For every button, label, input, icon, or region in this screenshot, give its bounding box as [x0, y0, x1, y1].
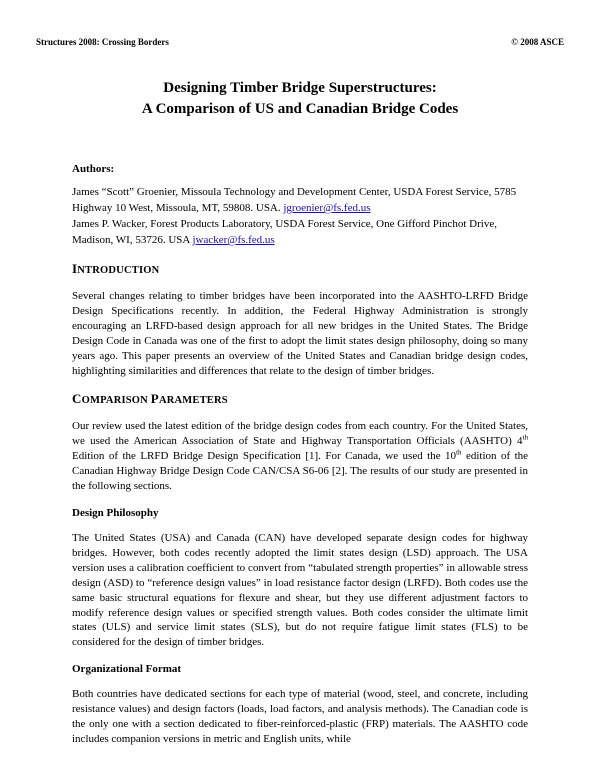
- introduction-heading: [72, 262, 528, 278]
- title-line-2: A Comparison of US and Canadian Bridge Codes: [141, 101, 459, 117]
- superscript-th-2: th: [456, 448, 462, 457]
- author-1-affiliation: James “Scott” Groenier, Missoula Technology and Development Center, USDA Forest Service, 5785 Highway 10 West, Missoula, MT, 59808. USA.: [72, 186, 517, 214]
- introduction-heading-initial: I: [72, 261, 78, 276]
- comparison-heading-initial-1: C: [72, 391, 82, 407]
- copyright-notice: © 2008 ASCE: [511, 37, 564, 47]
- running-header: [36, 36, 564, 48]
- title-line-1: Designing Timber Bridge Superstructures:: [163, 80, 437, 96]
- comparison-text-a: Our review used the latest edition of the bridge design codes from each country. For the United States, we used the American Association of State and Highway Transportation Officials (AASHTO) 4: [72, 420, 528, 448]
- superscript-th-1: th: [522, 433, 528, 442]
- conference-name: Structures 2008: Crossing Borders: [36, 37, 169, 47]
- design-philosophy-paragraph: The United States (USA) and Canada (CAN) have developed separate design codes for highway bridges. However, both codes recently adopted the limit states design (LSD) approach. The USA version uses a calibration coefficient to convert from “tabulated strength properties” in allowable stress design (ASD) to “reference design values” in load resistance factor design (LRFD). Both codes use the same basic structural equations for flexure and shear, but they use different adjustment factors to modify reference design values or specified strength values. Both codes consider the ultimate limit states (ULS) and service limit states (SLS), but do not require fatigue limit states (FLS) to be considered for the design of timber bridges.: [72, 531, 528, 649]
- introduction-heading-rest: NTRODUCTION: [77, 265, 160, 276]
- comparison-text-c: edition of the Canadian Highway Bridge Design Code CAN/CSA S6-06 [2]. The results of our study are presented in the following sections.: [72, 450, 529, 493]
- comparison-parameters-heading: [72, 392, 528, 408]
- comparison-text-b: Edition of the LRFD Bridge Design Specification [1]. For Canada, we used the 10: [72, 450, 457, 463]
- comparison-heading-initial-2: P: [150, 391, 159, 407]
- author-1-email-link[interactable]: jgroenier@fs.fed.us: [283, 202, 371, 214]
- author-2-email-link[interactable]: jwacker@fs.fed.us: [192, 234, 275, 246]
- design-philosophy-heading: Design Philosophy: [72, 506, 159, 519]
- paper-title: [72, 78, 528, 120]
- introduction-paragraph: Several changes relating to timber bridges have been incorporated into the AASHTO-LRFD Bridge Design Specifications recently. In addition, the Federal Highway Administration is strongly encouraging an LRFD-based design approach for all new bridges in the United States. The Bridge Design Code in Canada was one of the first to adopt the limit states design philosophy, doing so many years ago. This paper presents an overview of the United States and Canadian bridge design codes, highlighting similarities and differences that relate to the design of timber bridges.: [72, 290, 528, 377]
- comparison-heading-rest-2: ARAMETERS: [158, 395, 228, 407]
- author-2: [72, 216, 528, 248]
- organizational-format-heading: Organizational Format: [72, 663, 182, 676]
- comparison-paragraph: [72, 419, 528, 494]
- comparison-heading-rest-1: OMPARISON: [81, 395, 151, 407]
- author-1: [72, 184, 528, 216]
- organizational-format-paragraph: Both countries have dedicated sections for each type of material (wood, steel, and concrete, including resistance values) and design factors (loads, load factors, and analysis methods). The Canadian code is the only one with a section dedicated to fiber-reinforced-plastic (FRP) materials. The AASHTO code includes companion versions in metric and English units, while: [72, 688, 528, 745]
- authors-block: [72, 184, 528, 248]
- author-2-affiliation: James P. Wacker, Forest Products Laboratory, USDA Forest Service, One Gifford Pinchot Drive, Madison, WI, 53726. USA: [72, 218, 497, 246]
- authors-heading: Authors:: [72, 163, 115, 175]
